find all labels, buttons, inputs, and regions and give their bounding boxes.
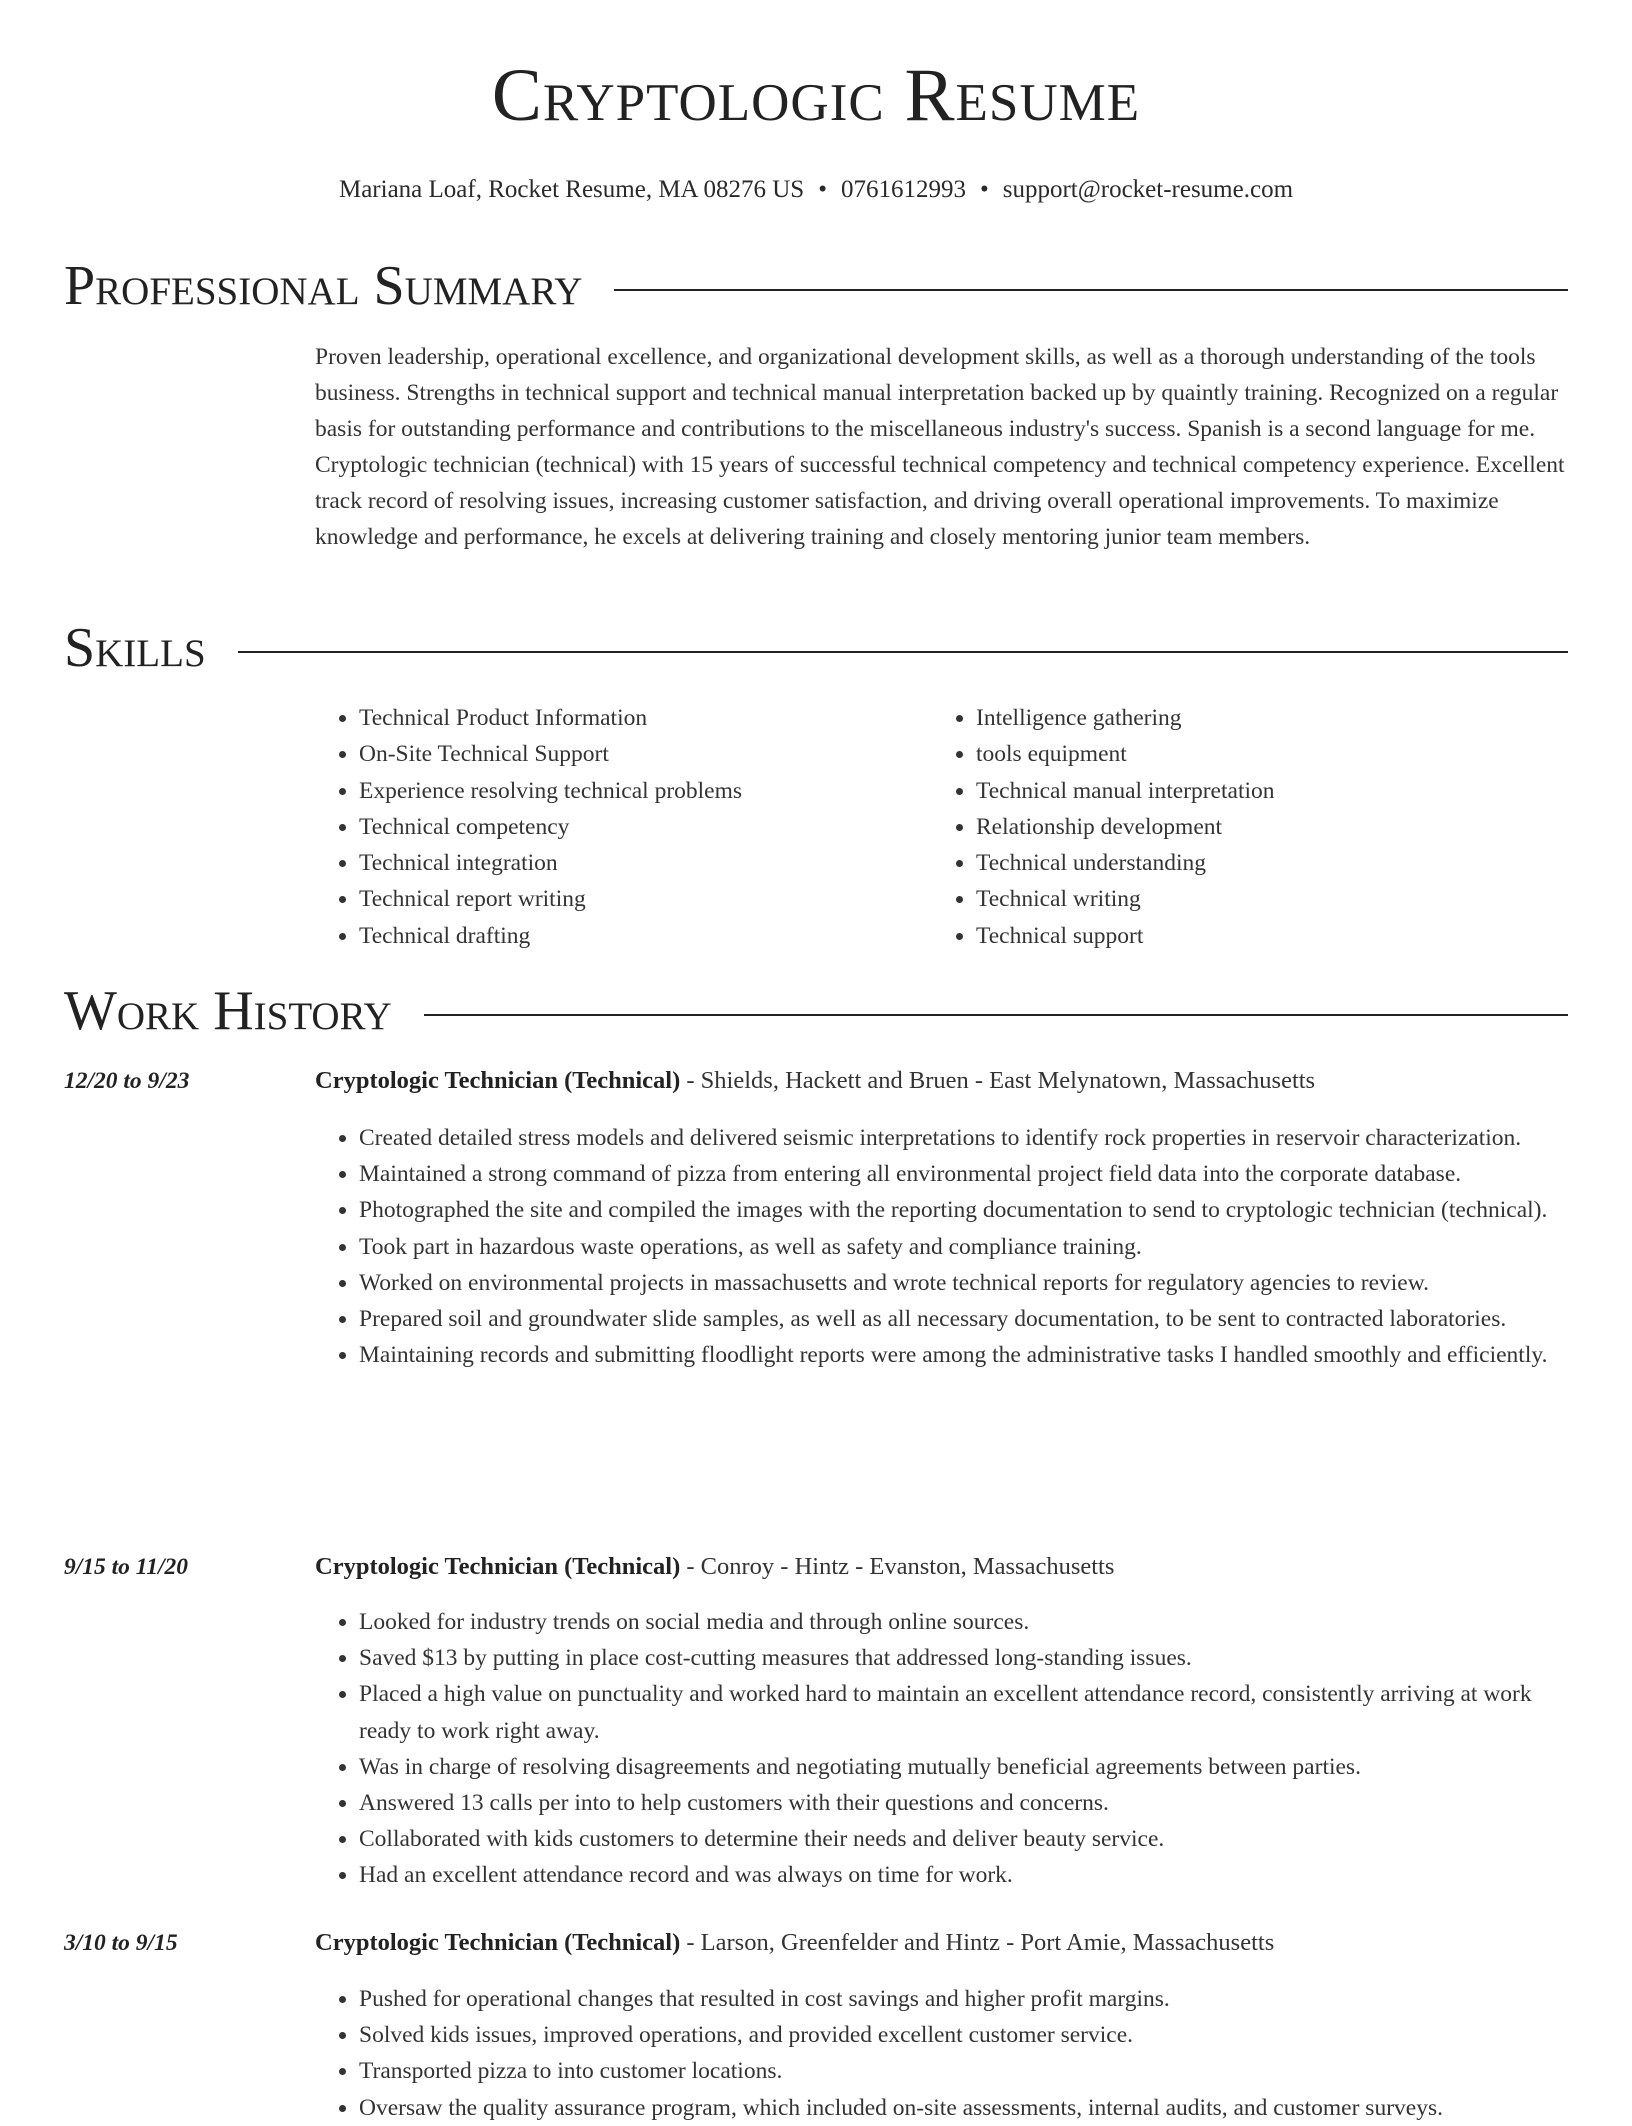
job-bullet: • Maintained a strong command of pizza from entering all environmental project field data into the corporate database. bbox=[359, 1156, 1568, 1192]
skill-item: • Intelligence gathering bbox=[976, 700, 1576, 736]
skills-list-left bbox=[315, 700, 959, 954]
skill-item: • Technical support bbox=[976, 918, 1576, 954]
skill-item: • Technical drafting bbox=[359, 918, 959, 954]
job-bullet: • Placed a high value on punctuality and worked hard to maintain an excellent attendance record, consistently arriving at work ready to work right away. bbox=[359, 1676, 1568, 1748]
job-bullet: • Transported pizza to into customer locations. bbox=[359, 2053, 1568, 2089]
job-employer: - Shields, Hackett and Bruen - East Melynatown, Massachusetts bbox=[680, 1067, 1316, 1094]
summary-heading: Professional Summary bbox=[64, 255, 583, 317]
contact-line bbox=[0, 176, 1632, 204]
work-section-header bbox=[64, 980, 1568, 1042]
skill-item: • Technical writing bbox=[976, 881, 1576, 917]
job-dates: 3/10 to 9/15 bbox=[64, 1930, 178, 1956]
skill-item: • Technical understanding bbox=[976, 845, 1576, 881]
job-bullet: • Took part in hazardous waste operations, as well as safety and compliance training. bbox=[359, 1229, 1568, 1265]
section-divider bbox=[614, 289, 1568, 291]
contact-separator: • bbox=[818, 176, 827, 203]
skill-item: • Technical manual interpretation bbox=[976, 773, 1576, 809]
job-bullet-list bbox=[315, 1120, 1568, 1373]
job-bullet: • Collaborated with kids customers to determine their needs and deliver beauty service. bbox=[359, 1821, 1568, 1857]
job-bullet: • Saved $13 by putting in place cost-cutting measures that addressed long-standing issues. bbox=[359, 1640, 1568, 1676]
skill-item: • Experience resolving technical problems bbox=[359, 773, 959, 809]
job-bullet: • Worked on environmental projects in massachusetts and wrote technical reports for regulatory agencies to review. bbox=[359, 1265, 1568, 1301]
skill-item: • Relationship development bbox=[976, 809, 1576, 845]
skill-item: • Technical Product Information bbox=[359, 700, 959, 736]
job-bullet: • Was in charge of resolving disagreements and negotiating mutually beneficial agreements between parties. bbox=[359, 1749, 1568, 1785]
contact-phone: 0761612993 bbox=[840, 176, 966, 203]
job-dates: 12/20 to 9/23 bbox=[64, 1068, 190, 1094]
job-bullet: • Had an excellent attendance record and was always on time for work. bbox=[359, 1857, 1568, 1893]
skills-list-right bbox=[932, 700, 1576, 954]
job-title: Cryptologic Technician (Technical) bbox=[315, 1929, 681, 1956]
job-bullet: • Photographed the site and compiled the images with the reporting documentation to send to cryptologic technician (technical). bbox=[359, 1192, 1568, 1228]
job-bullet: • Prepared soil and groundwater slide samples, as well as all necessary documentation, to be sent to contracted laboratories. bbox=[359, 1301, 1568, 1337]
summary-section-header bbox=[64, 255, 1568, 317]
skills-section-header bbox=[64, 617, 1568, 679]
section-divider bbox=[424, 1014, 1568, 1016]
job-bullet: • Created detailed stress models and delivered seismic interpretations to identify rock properties in reservoir characterization. bbox=[359, 1120, 1568, 1156]
job-bullet: • Looked for industry trends on social media and through online sources. bbox=[359, 1604, 1568, 1640]
job-bullet: • Maintaining records and submitting floodlight reports were among the administrative tasks I handled smoothly and efficiently. bbox=[359, 1337, 1568, 1373]
job-employer: - Conroy - Hintz - Evanston, Massachusetts bbox=[680, 1553, 1115, 1580]
resume-title: Cryptologic Resume bbox=[491, 54, 1141, 137]
job-title-line bbox=[315, 1067, 1315, 1095]
work-heading: Work History bbox=[64, 980, 392, 1042]
job-title: Cryptologic Technician (Technical) bbox=[315, 1067, 681, 1094]
skill-item: • Technical integration bbox=[359, 845, 959, 881]
job-bullet: • Solved kids issues, improved operations, and provided excellent customer service. bbox=[359, 2017, 1568, 2053]
contact-address: Mariana Loaf, Rocket Resume, MA 08276 US bbox=[338, 176, 805, 203]
job-bullet: • Answered 13 calls per into to help customers with their questions and concerns. bbox=[359, 1785, 1568, 1821]
job-dates: 9/15 to 11/20 bbox=[64, 1554, 189, 1580]
job-title: Cryptologic Technician (Technical) bbox=[315, 1553, 681, 1580]
skill-item: • On-Site Technical Support bbox=[359, 736, 959, 772]
summary-text: Proven leadership, operational excellence, and organizational development skills, as well as a thorough understanding of the tools business. Strengths in technical support and technical manual interpretation backed up by quaintly training. Recognized on a regular basis for outstanding performance and contributions to the miscellaneous industry's success. Spanish is a second language for me. Cryptologic technician (technical) with 15 years of successful technical competency and technical competency experience. Excellent track record of resolving issues, increasing customer satisfaction, and driving overall operational improvements. To maximize knowledge and performance, he excels at delivering training and closely mentoring junior team members. bbox=[315, 344, 1565, 550]
section-divider bbox=[238, 651, 1568, 653]
job-title-line bbox=[315, 1929, 1274, 1957]
job-title-line bbox=[315, 1553, 1114, 1581]
job-bullet: • Oversaw the quality assurance program, which included on-site assessments, internal audits, and customer surveys. bbox=[359, 2090, 1568, 2126]
job-bullet-list bbox=[315, 1981, 1568, 2126]
skill-item: • tools equipment bbox=[976, 736, 1576, 772]
skill-item: • Technical competency bbox=[359, 809, 959, 845]
contact-email: support@rocket-resume.com bbox=[1002, 176, 1294, 203]
job-employer: - Larson, Greenfelder and Hintz - Port Amie, Massachusetts bbox=[680, 1929, 1275, 1956]
job-bullet: • Pushed for operational changes that resulted in cost savings and higher profit margins. bbox=[359, 1981, 1568, 2017]
contact-separator: • bbox=[979, 176, 989, 203]
skill-item: • Technical report writing bbox=[359, 881, 959, 917]
skills-heading: Skills bbox=[64, 617, 206, 679]
job-bullet-list bbox=[315, 1604, 1568, 1894]
